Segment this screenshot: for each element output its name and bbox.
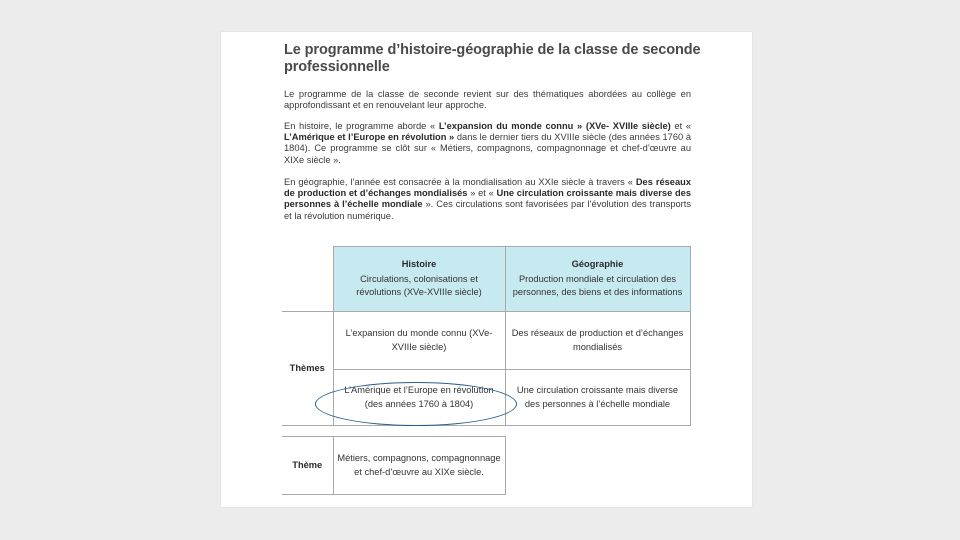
theme-histoire-cell: Métiers, compagnons, compagnonnage et chef-d’œuvre au XIXe siècle. (333, 437, 505, 495)
geo-theme-1: Des réseaux de production et d’échanges mondialisés (284, 177, 691, 199)
geo-text-a: En géographie, l’année est consacrée à la mondialisation au XXIe siècle à travers « (284, 177, 636, 187)
program-table (282, 246, 691, 495)
histoire-header: Histoire (401, 259, 437, 270)
document-page (221, 32, 752, 507)
history-theme-2: L’Amérique et l’Europe en révolution » (284, 132, 455, 143)
row2-geographie-cell: Une circulation croissante mais diverse des personnes à l’échelle mondiale (505, 370, 690, 426)
geo-theme-2: Une circulation croissante mais diverse des personnes à l’échelle mondiale (284, 188, 691, 210)
themes-label-cell (282, 312, 333, 426)
history-text-e: dans le dernier tiers du XVIIIe siècle (des années 1760 à 1804). Ce programme se clôt sur « Métiers, compagnons, compagnonnage et chef-d’œuvre au XIXe siècle ». (284, 132, 691, 165)
histoire-subtitle: Circulations, colonisations et révolutions (XVe-XVIIIe siècle) (356, 273, 482, 298)
theme-label-cell (282, 437, 333, 495)
document-title: Le programme d’histoire-géographie de la classe de seconde professionnelle (284, 42, 701, 75)
row2-histoire-cell (333, 370, 505, 426)
row1-geographie-cell: Des réseaux de production et d’échanges mondialisés (505, 312, 690, 370)
empty-cell (505, 437, 690, 495)
geographie-header: Géographie (571, 259, 624, 270)
geo-text-c: » et « (467, 188, 497, 199)
geographie-subtitle: Production mondiale et circulation des personnes, des biens et des informations (512, 273, 683, 298)
table-row (282, 370, 690, 426)
history-theme-1: L’expansion du monde connu » (XVe- XVIIIe siècle) (438, 121, 671, 131)
geo-text-e: ». Ces circulations sont favorisées par l’évolution des transports et la révolution numérique. (284, 199, 691, 221)
row2-histoire-line2: (des années 1760 à 1804) (364, 398, 474, 409)
theme-label: Thème (292, 459, 323, 470)
histoire-header-cell (333, 247, 505, 312)
row1-histoire-cell: L’expansion du monde connu (XVe-XVIIIe siècle) (333, 312, 505, 370)
history-text-c: et « (670, 121, 692, 131)
table-row (282, 312, 690, 370)
history-text-a: En histoire, le programme aborde « (284, 121, 439, 131)
themes-label: Thèmes (289, 362, 325, 373)
geography-paragraph (284, 177, 691, 222)
table-gap-row (282, 426, 690, 437)
history-paragraph (284, 121, 691, 166)
empty-corner-cell (282, 247, 333, 312)
geographie-header-cell (505, 247, 690, 312)
table-header-row (282, 247, 690, 312)
table-row (282, 437, 690, 495)
row2-histoire-line1: L’Amérique et l’Europe en révolution (344, 385, 494, 395)
intro-paragraph: Le programme de la classe de seconde revient sur des thématiques abordées au collège en approfondissant et en renouvelant leur approche. (284, 89, 691, 111)
